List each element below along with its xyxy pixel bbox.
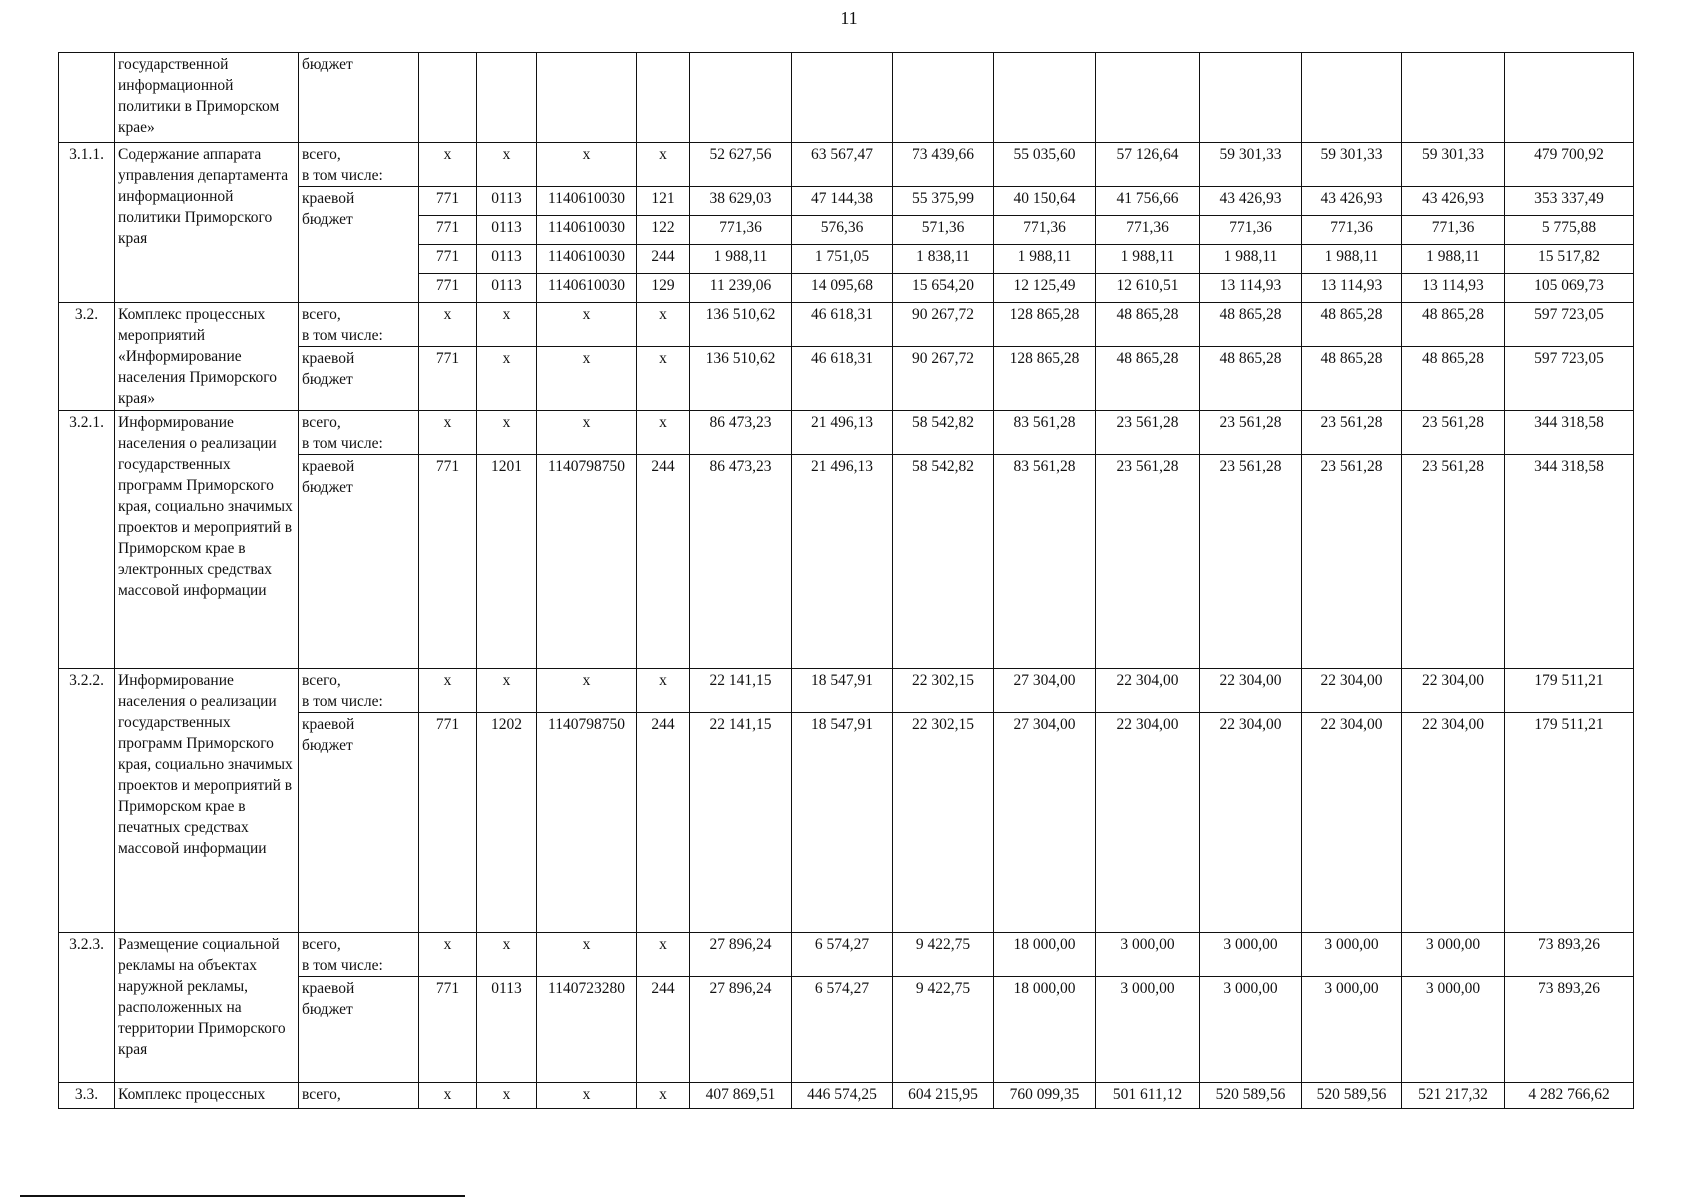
- total-value-cell: 597 723,05: [1505, 347, 1634, 411]
- total-value-cell: 179 511,21: [1505, 669, 1634, 713]
- budget-code-cell: 771: [419, 455, 477, 669]
- funding-source-cell: [299, 977, 419, 1083]
- budget-code-cell: 1140610030: [537, 274, 637, 303]
- year-value-cell: 23 561,28: [1096, 411, 1200, 455]
- budget-code-cell: 0113: [477, 216, 537, 245]
- measure-name-cell: Комплекс процессных мероприятий «Информирование населения Приморского края»: [115, 303, 299, 411]
- year-value-cell: 13 114,93: [1402, 274, 1505, 303]
- budget-code-cell: x: [537, 347, 637, 411]
- year-value-cell: 1 838,11: [893, 245, 994, 274]
- year-value-cell: 576,36: [792, 216, 893, 245]
- budget-code-cell: x: [637, 303, 690, 347]
- year-value-cell: 771,36: [1302, 216, 1402, 245]
- year-value-cell: 90 267,72: [893, 303, 994, 347]
- year-value-cell: 3 000,00: [1200, 977, 1302, 1083]
- measure-name-cell: Комплекс процессных: [115, 1083, 299, 1109]
- funding-source-line: бюджет: [302, 371, 353, 388]
- funding-source-line: в том числе:: [302, 693, 383, 710]
- budget-code-cell: x: [419, 303, 477, 347]
- year-value-cell: 90 267,72: [893, 347, 994, 411]
- year-value-cell: 1 988,11: [1200, 245, 1302, 274]
- funding-source-line: всего,: [302, 146, 341, 163]
- total-value-cell: 73 893,26: [1505, 933, 1634, 977]
- year-value-cell: 6 574,27: [792, 977, 893, 1083]
- funding-source-line: краевой: [302, 716, 355, 733]
- funding-source-line: бюджет: [302, 211, 353, 228]
- budget-code-cell: x: [637, 1083, 690, 1109]
- year-value-cell: 38 629,03: [690, 187, 792, 216]
- budget-code-cell: 1201: [477, 455, 537, 669]
- funding-source-line: бюджет: [302, 479, 353, 496]
- year-value-cell: 13 114,93: [1200, 274, 1302, 303]
- funding-source-line: краевой: [302, 190, 355, 207]
- budget-code-cell: x: [477, 347, 537, 411]
- year-value-cell: [792, 53, 893, 143]
- year-value-cell: 604 215,95: [893, 1083, 994, 1109]
- funding-source-line: всего,: [302, 936, 341, 953]
- year-value-cell: 128 865,28: [994, 347, 1096, 411]
- year-value-cell: 12 610,51: [1096, 274, 1200, 303]
- year-value-cell: 55 375,99: [893, 187, 994, 216]
- table-row: [59, 143, 1634, 187]
- funding-source-line: краевой: [302, 980, 355, 997]
- year-value-cell: 501 611,12: [1096, 1083, 1200, 1109]
- funding-source-cell: [299, 143, 419, 187]
- year-value-cell: 48 865,28: [1302, 347, 1402, 411]
- year-value-cell: 3 000,00: [1402, 977, 1505, 1083]
- funding-source-line: в том числе:: [302, 327, 383, 344]
- year-value-cell: 22 304,00: [1096, 669, 1200, 713]
- budget-code-cell: 1140723280: [537, 977, 637, 1083]
- table-row: [59, 669, 1634, 713]
- year-value-cell: 14 095,68: [792, 274, 893, 303]
- year-value-cell: [1200, 53, 1302, 143]
- year-value-cell: 63 567,47: [792, 143, 893, 187]
- total-value-cell: 5 775,88: [1505, 216, 1634, 245]
- year-value-cell: 22 304,00: [1302, 713, 1402, 933]
- measure-name-cell: Информирование населения о реализации государственных программ Приморского края, социально значимых проектов и мероприятий в Приморском крае в печатных средствах массовой информации: [115, 669, 299, 933]
- row-number-cell: 3.1.1.: [59, 143, 115, 303]
- year-value-cell: 22 304,00: [1302, 669, 1402, 713]
- year-value-cell: 23 561,28: [1302, 411, 1402, 455]
- budget-code-cell: x: [419, 411, 477, 455]
- year-value-cell: 48 865,28: [1302, 303, 1402, 347]
- year-value-cell: [690, 53, 792, 143]
- year-value-cell: 22 141,15: [690, 713, 792, 933]
- funding-source-cell: [299, 187, 419, 303]
- year-value-cell: 22 302,15: [893, 669, 994, 713]
- year-value-cell: 46 618,31: [792, 303, 893, 347]
- measure-name-cell: Размещение социальной рекламы на объектах наружной рекламы, расположенных на территории Приморского края: [115, 933, 299, 1083]
- funding-source-cell: [299, 53, 419, 143]
- budget-code-cell: 1140798750: [537, 455, 637, 669]
- year-value-cell: 27 896,24: [690, 933, 792, 977]
- year-value-cell: 43 426,93: [1302, 187, 1402, 216]
- row-number-cell: 3.2.2.: [59, 669, 115, 933]
- year-value-cell: 73 439,66: [893, 143, 994, 187]
- year-value-cell: 771,36: [690, 216, 792, 245]
- funding-source-cell: [299, 347, 419, 411]
- row-number-cell: 3.2.1.: [59, 411, 115, 669]
- table-row: [59, 411, 1634, 455]
- total-value-cell: 105 069,73: [1505, 274, 1634, 303]
- budget-code-cell: [537, 53, 637, 143]
- budget-code-cell: x: [537, 933, 637, 977]
- total-value-cell: 73 893,26: [1505, 977, 1634, 1083]
- budget-code-cell: 0113: [477, 977, 537, 1083]
- year-value-cell: 3 000,00: [1402, 933, 1505, 977]
- year-value-cell: 41 756,66: [1096, 187, 1200, 216]
- year-value-cell: 136 510,62: [690, 303, 792, 347]
- year-value-cell: 22 304,00: [1200, 669, 1302, 713]
- year-value-cell: 1 988,11: [1302, 245, 1402, 274]
- budget-code-cell: 244: [637, 713, 690, 933]
- row-number-cell: 3.3.: [59, 1083, 115, 1109]
- budget-code-cell: 244: [637, 245, 690, 274]
- year-value-cell: 48 865,28: [1402, 347, 1505, 411]
- year-value-cell: 18 547,91: [792, 669, 893, 713]
- year-value-cell: 22 141,15: [690, 669, 792, 713]
- year-value-cell: 23 561,28: [1402, 411, 1505, 455]
- year-value-cell: 771,36: [1096, 216, 1200, 245]
- funding-source-cell: [299, 303, 419, 347]
- budget-code-cell: x: [477, 669, 537, 713]
- budget-code-cell: 771: [419, 713, 477, 933]
- funding-source-line: бюджет: [302, 56, 353, 73]
- measure-name-cell: Содержание аппарата управления департамента информационной политики Приморского края: [115, 143, 299, 303]
- total-value-cell: 353 337,49: [1505, 187, 1634, 216]
- budget-code-cell: x: [637, 411, 690, 455]
- year-value-cell: 59 301,33: [1200, 143, 1302, 187]
- year-value-cell: 21 496,13: [792, 455, 893, 669]
- budget-code-cell: 122: [637, 216, 690, 245]
- year-value-cell: 27 304,00: [994, 669, 1096, 713]
- year-value-cell: 57 126,64: [1096, 143, 1200, 187]
- year-value-cell: 59 301,33: [1302, 143, 1402, 187]
- year-value-cell: 48 865,28: [1200, 303, 1302, 347]
- funding-source-cell: [299, 669, 419, 713]
- year-value-cell: 22 304,00: [1402, 713, 1505, 933]
- budget-code-cell: x: [637, 347, 690, 411]
- year-value-cell: 3 000,00: [1200, 933, 1302, 977]
- year-value-cell: 3 000,00: [1302, 977, 1402, 1083]
- table-row: [59, 933, 1634, 977]
- budget-code-cell: x: [419, 1083, 477, 1109]
- total-value-cell: 344 318,58: [1505, 455, 1634, 669]
- year-value-cell: 760 099,35: [994, 1083, 1096, 1109]
- year-value-cell: 23 561,28: [1096, 455, 1200, 669]
- budget-code-cell: 1202: [477, 713, 537, 933]
- year-value-cell: 22 304,00: [1200, 713, 1302, 933]
- year-value-cell: [893, 53, 994, 143]
- total-value-cell: 597 723,05: [1505, 303, 1634, 347]
- year-value-cell: [994, 53, 1096, 143]
- total-value-cell: 15 517,82: [1505, 245, 1634, 274]
- year-value-cell: 52 627,56: [690, 143, 792, 187]
- budget-code-cell: x: [419, 669, 477, 713]
- year-value-cell: 27 896,24: [690, 977, 792, 1083]
- year-value-cell: [1096, 53, 1200, 143]
- funding-source-cell: [299, 455, 419, 669]
- budget-code-cell: x: [537, 1083, 637, 1109]
- year-value-cell: 15 654,20: [893, 274, 994, 303]
- funding-source-line: бюджет: [302, 1001, 353, 1018]
- year-value-cell: 48 865,28: [1402, 303, 1505, 347]
- budget-code-cell: x: [419, 143, 477, 187]
- year-value-cell: 23 561,28: [1200, 411, 1302, 455]
- year-value-cell: 43 426,93: [1402, 187, 1505, 216]
- table-row: [59, 1083, 1634, 1109]
- year-value-cell: 521 217,32: [1402, 1083, 1505, 1109]
- funding-source-line: в том числе:: [302, 957, 383, 974]
- year-value-cell: [1302, 53, 1402, 143]
- year-value-cell: 13 114,93: [1302, 274, 1402, 303]
- budget-code-cell: 129: [637, 274, 690, 303]
- budget-code-cell: 0113: [477, 274, 537, 303]
- budget-code-cell: x: [477, 303, 537, 347]
- year-value-cell: 40 150,64: [994, 187, 1096, 216]
- budget-code-cell: 0113: [477, 245, 537, 274]
- year-value-cell: 11 239,06: [690, 274, 792, 303]
- budget-code-cell: x: [419, 933, 477, 977]
- year-value-cell: 43 426,93: [1200, 187, 1302, 216]
- year-value-cell: 47 144,38: [792, 187, 893, 216]
- budget-code-cell: 1140798750: [537, 713, 637, 933]
- year-value-cell: 48 865,28: [1096, 347, 1200, 411]
- measure-name-cell: государственной информационной политики в Приморском крае»: [115, 53, 299, 143]
- funding-source-cell: [299, 713, 419, 933]
- funding-source-line: в том числе:: [302, 167, 383, 184]
- budget-code-cell: x: [477, 143, 537, 187]
- year-value-cell: 520 589,56: [1200, 1083, 1302, 1109]
- total-value-cell: 344 318,58: [1505, 411, 1634, 455]
- budget-code-cell: x: [637, 933, 690, 977]
- year-value-cell: 27 304,00: [994, 713, 1096, 933]
- year-value-cell: 1 751,05: [792, 245, 893, 274]
- year-value-cell: 446 574,25: [792, 1083, 893, 1109]
- funding-source-line: в том числе:: [302, 435, 383, 452]
- total-value-cell: 179 511,21: [1505, 713, 1634, 933]
- year-value-cell: 58 542,82: [893, 411, 994, 455]
- year-value-cell: 771,36: [1200, 216, 1302, 245]
- funding-source-line: всего,: [302, 414, 341, 431]
- budget-code-cell: x: [477, 1083, 537, 1109]
- year-value-cell: 771,36: [1402, 216, 1505, 245]
- year-value-cell: 21 496,13: [792, 411, 893, 455]
- year-value-cell: [1402, 53, 1505, 143]
- year-value-cell: 771,36: [994, 216, 1096, 245]
- row-number-cell: 3.2.3.: [59, 933, 115, 1083]
- year-value-cell: 86 473,23: [690, 455, 792, 669]
- budget-code-cell: 771: [419, 187, 477, 216]
- year-value-cell: 12 125,49: [994, 274, 1096, 303]
- year-value-cell: 46 618,31: [792, 347, 893, 411]
- total-value-cell: [1505, 53, 1634, 143]
- year-value-cell: 18 000,00: [994, 933, 1096, 977]
- year-value-cell: 1 988,11: [994, 245, 1096, 274]
- budget-code-cell: 1140610030: [537, 245, 637, 274]
- budget-code-cell: 1140610030: [537, 216, 637, 245]
- year-value-cell: 9 422,75: [893, 933, 994, 977]
- year-value-cell: 22 304,00: [1402, 669, 1505, 713]
- budget-code-cell: 0113: [477, 187, 537, 216]
- budget-code-cell: [419, 53, 477, 143]
- budget-code-cell: 771: [419, 245, 477, 274]
- funding-source-line: краевой: [302, 350, 355, 367]
- year-value-cell: 3 000,00: [1302, 933, 1402, 977]
- budget-code-cell: x: [637, 143, 690, 187]
- budget-code-cell: 121: [637, 187, 690, 216]
- year-value-cell: 1 988,11: [1402, 245, 1505, 274]
- year-value-cell: 86 473,23: [690, 411, 792, 455]
- budget-code-cell: 244: [637, 455, 690, 669]
- page-number: 11: [840, 8, 858, 28]
- year-value-cell: 23 561,28: [1302, 455, 1402, 669]
- budget-code-cell: x: [477, 411, 537, 455]
- year-value-cell: 18 547,91: [792, 713, 893, 933]
- budget-code-cell: x: [477, 933, 537, 977]
- budget-code-cell: 771: [419, 216, 477, 245]
- year-value-cell: 23 561,28: [1402, 455, 1505, 669]
- year-value-cell: 9 422,75: [893, 977, 994, 1083]
- funding-source-line: всего,: [302, 1086, 341, 1103]
- year-value-cell: 55 035,60: [994, 143, 1096, 187]
- year-value-cell: 23 561,28: [1200, 455, 1302, 669]
- budget-code-cell: [637, 53, 690, 143]
- year-value-cell: 3 000,00: [1096, 933, 1200, 977]
- measure-name-cell: Информирование населения о реализации государственных программ Приморского края, социально значимых проектов и мероприятий в Приморском крае в электронных средствах массовой информации: [115, 411, 299, 669]
- year-value-cell: 59 301,33: [1402, 143, 1505, 187]
- year-value-cell: 83 561,28: [994, 455, 1096, 669]
- year-value-cell: 520 589,56: [1302, 1083, 1402, 1109]
- year-value-cell: 48 865,28: [1200, 347, 1302, 411]
- budget-code-cell: 771: [419, 347, 477, 411]
- year-value-cell: 571,36: [893, 216, 994, 245]
- row-number-cell: [59, 53, 115, 143]
- budget-code-cell: x: [537, 411, 637, 455]
- year-value-cell: 22 302,15: [893, 713, 994, 933]
- funding-source-line: всего,: [302, 306, 341, 323]
- year-value-cell: 407 869,51: [690, 1083, 792, 1109]
- budget-code-cell: x: [637, 669, 690, 713]
- year-value-cell: 83 561,28: [994, 411, 1096, 455]
- budget-table: [58, 52, 1634, 1109]
- funding-source-line: бюджет: [302, 737, 353, 754]
- budget-code-cell: x: [537, 303, 637, 347]
- funding-source-cell: [299, 411, 419, 455]
- funding-source-line: всего,: [302, 672, 341, 689]
- year-value-cell: 136 510,62: [690, 347, 792, 411]
- funding-source-cell: [299, 933, 419, 977]
- funding-source-cell: [299, 1083, 419, 1109]
- budget-code-cell: x: [537, 143, 637, 187]
- year-value-cell: 128 865,28: [994, 303, 1096, 347]
- year-value-cell: 58 542,82: [893, 455, 994, 669]
- year-value-cell: 3 000,00: [1096, 977, 1200, 1083]
- year-value-cell: 22 304,00: [1096, 713, 1200, 933]
- budget-code-cell: [477, 53, 537, 143]
- budget-code-cell: 771: [419, 977, 477, 1083]
- budget-code-cell: 244: [637, 977, 690, 1083]
- row-number-cell: 3.2.: [59, 303, 115, 411]
- total-value-cell: 479 700,92: [1505, 143, 1634, 187]
- total-value-cell: 4 282 766,62: [1505, 1083, 1634, 1109]
- budget-code-cell: 771: [419, 274, 477, 303]
- footnote-separator: [20, 1195, 465, 1197]
- year-value-cell: 1 988,11: [690, 245, 792, 274]
- year-value-cell: 6 574,27: [792, 933, 893, 977]
- year-value-cell: 18 000,00: [994, 977, 1096, 1083]
- budget-code-cell: x: [537, 669, 637, 713]
- budget-code-cell: 1140610030: [537, 187, 637, 216]
- funding-source-line: краевой: [302, 458, 355, 475]
- table-row: [59, 303, 1634, 347]
- year-value-cell: 1 988,11: [1096, 245, 1200, 274]
- year-value-cell: 48 865,28: [1096, 303, 1200, 347]
- table-row: [59, 53, 1634, 143]
